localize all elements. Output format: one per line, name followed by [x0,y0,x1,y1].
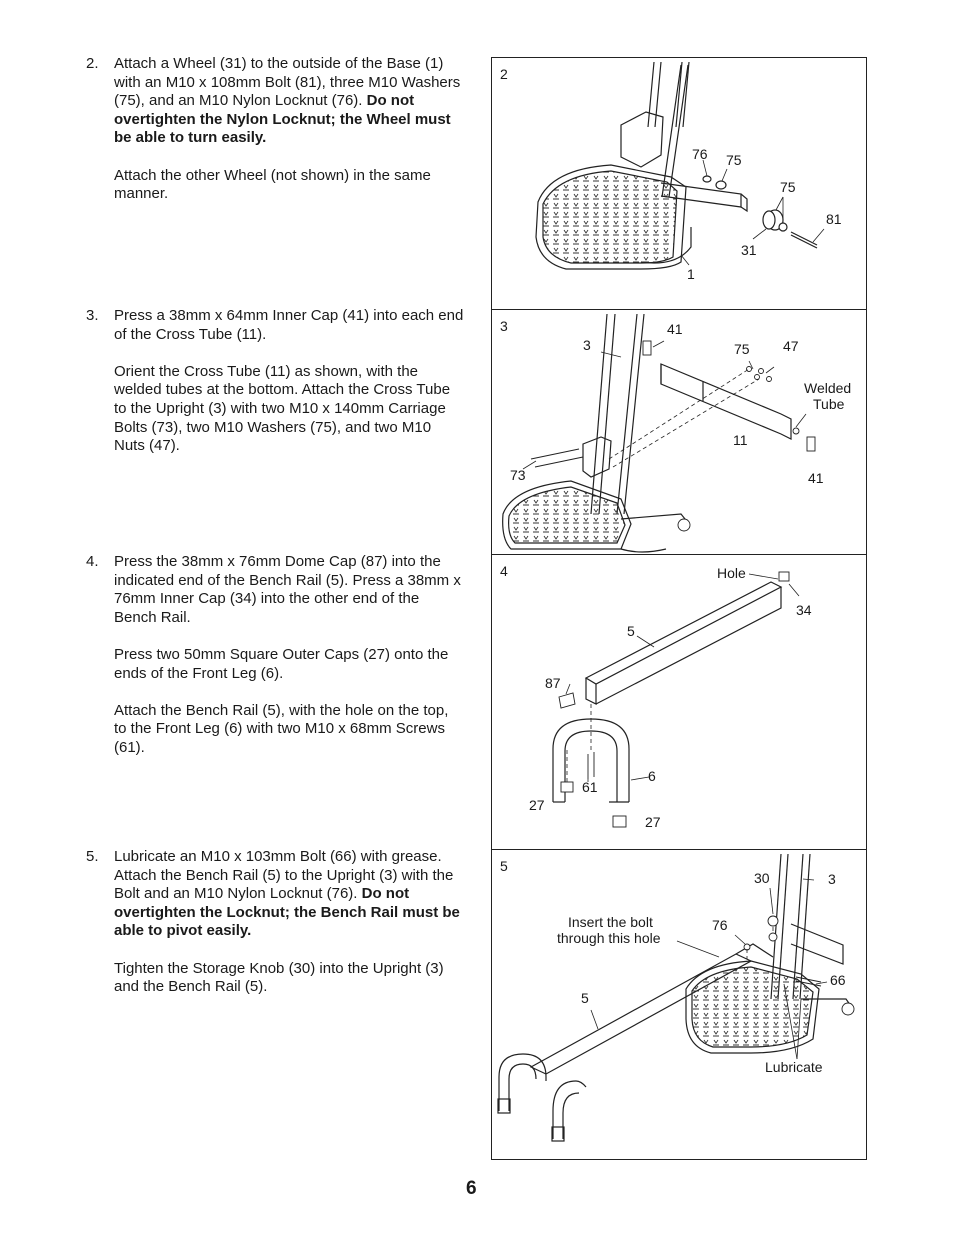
label-76: 76 [712,917,728,933]
step-number: 4. [86,553,99,570]
figure-panel-2 [491,57,867,309]
bench-rail-illustration [491,554,867,849]
step-text: Press the 38mm x 76mm Dome Cap (87) into the indicated end of the Bench Rail (5). Press a 38mm x 76mm Inner Cap (34) into the other end of the Bench Rail. [114,553,461,626]
figure-panel-5 [491,849,867,1160]
step-number: 3. [86,307,99,324]
label-47: 47 [783,338,799,354]
label-76: 76 [692,146,708,162]
step-warning: Do not overtighten the Nylon Locknut; the Wheel must be able to turn easily. [114,92,451,147]
figure-panel-4 [491,554,867,849]
label-5: 5 [627,623,635,639]
step-text-main: Lubricate an M10 x 103mm Bolt (66) with grease. Attach the Bench Rail (5) to the Upright (3) with the Bolt and an M10 Nylon Locknut (76). [114,848,454,903]
label-81: 81 [826,211,842,227]
label-insert-1: Insert the bolt [568,914,653,930]
step-3 [86,307,464,456]
figure-panel-3 [491,309,867,554]
panel-number: 3 [500,318,508,334]
label-5: 5 [581,990,589,1006]
label-87: 87 [545,675,561,691]
step-5 [86,848,464,997]
step-text: Press two 50mm Square Outer Caps (27) onto the ends of the Front Leg (6). [114,645,449,682]
label-3: 3 [828,871,836,887]
label-hole: Hole [717,565,746,581]
step-text: Press a 38mm x 64mm Inner Cap (41) into each end of the Cross Tube (11). [114,307,464,343]
step-2 [86,55,464,204]
step-number: 5. [86,848,99,865]
label-66: 66 [830,972,846,988]
bench-rail-upright-illustration [491,849,867,1160]
page-number: 6 [466,1178,477,1199]
label-41: 41 [667,321,683,337]
label-41: 41 [808,470,824,486]
label-75: 75 [780,179,796,195]
step-text: Attach the Bench Rail (5), with the hole on the top, to the Front Leg (6) with two M10 x 68mm Screws (61). [114,701,449,756]
step-text [114,848,464,941]
cross-tube-illustration [491,309,867,554]
label-30: 30 [754,870,770,886]
step-4 [86,553,464,758]
wheel-base-illustration [491,57,867,309]
panel-number: 4 [500,563,508,579]
step-warning: Do not overtighten the Locknut; the Bench Rail must be able to pivot easily. [114,885,460,940]
step-text: Tighten the Storage Knob (30) into the Upright (3) and the Bench Rail (5). [114,959,444,996]
label-61: 61 [582,779,598,795]
label-lubricate: Lubricate [765,1059,823,1075]
label-27: 27 [645,814,661,830]
label-1: 1 [687,266,695,282]
step-text-main: Attach a Wheel (31) to the outside of the Base (1) with an M10 x 108mm Bolt (81), three M10 Washers (75), and an M10 Nylon Locknut (76). [114,55,461,110]
step-number: 2. [86,55,99,72]
label-11: 11 [733,432,748,448]
label-73: 73 [510,467,526,483]
label-6: 6 [648,768,656,784]
label-34: 34 [796,602,812,618]
label-welded: Welded [804,380,852,396]
label-3: 3 [583,337,591,353]
step-text: Orient the Cross Tube (11) as shown, with the welded tubes at the bottom. Attach the Cross Tube to the Upright (3) with two M10 x 140mm Carriage Bolts (73), two M10 Washers (75), and two M10 Nuts (47). [114,362,451,455]
label-75: 75 [726,152,742,168]
label-31: 31 [741,242,757,258]
step-text: Attach the other Wheel (not shown) in the same manner. [114,166,431,203]
panel-number: 5 [500,858,508,874]
label-75: 75 [734,341,750,357]
label-27: 27 [529,797,545,813]
panel-number: 2 [500,66,508,82]
label-tube: Tube [813,396,845,412]
step-text [114,55,464,148]
label-insert-2: through this hole [557,930,661,946]
